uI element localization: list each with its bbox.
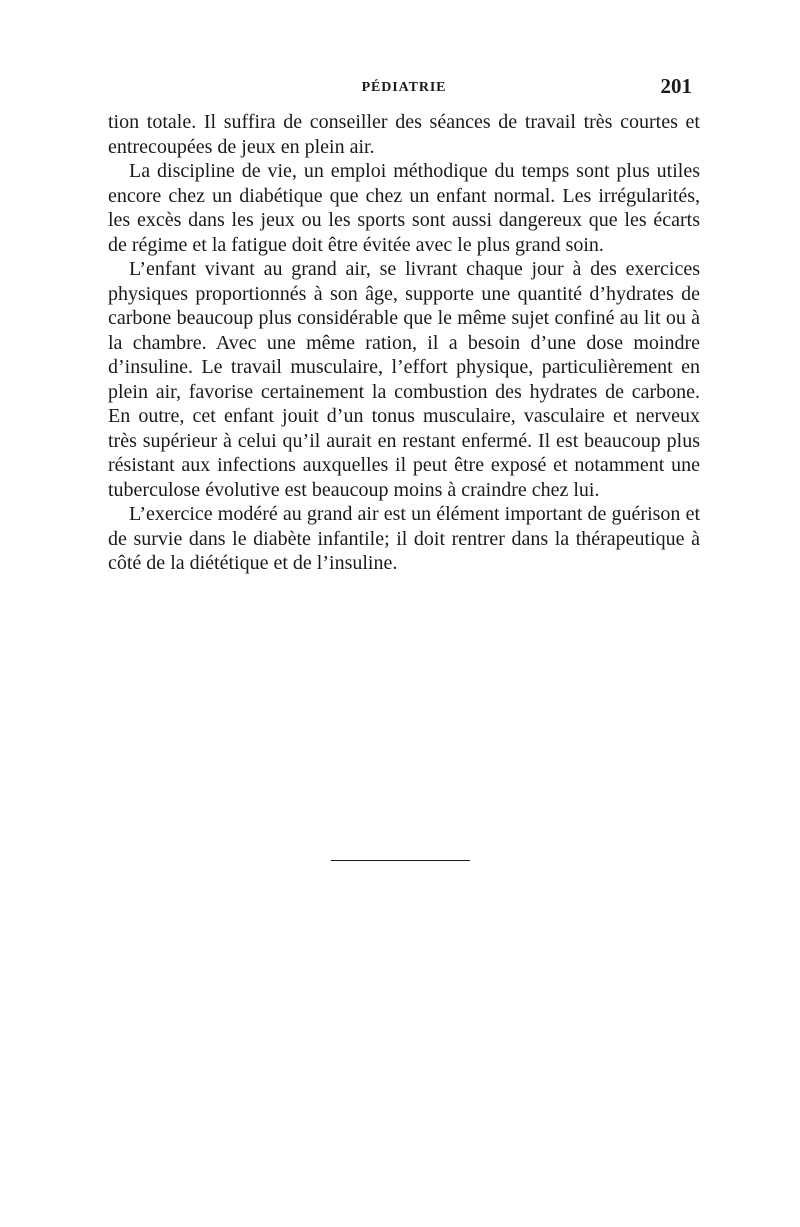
paragraph-continued: tion totale. Il suffira de conseiller des séances de travail très courtes et entrecoupées de jeux en plein air. — [108, 111, 700, 158]
book-page — [108, 72, 700, 576]
body-text — [108, 110, 700, 576]
paragraph-conclusion: L’exercice modéré au grand air est un élément important de guérison et de survie dans le diabète infantile; il doit rentrer dans la thérapeutique à côté de la diététique et de l’insuline. — [108, 503, 700, 574]
paragraph-outdoor-exercise: L’enfant vivant au grand air, se livrant chaque jour à des exercices physiques proportionnés à son âge, supporte une quantité d’hydrates de carbone beaucoup plus considérable que le même sujet confiné au lit ou à la chambre. Avec une même ration, il a besoin d’une dose moindre d’insuline. Le travail musculaire, l’effort physique, particulièrement en plein air, favorise certainement la combustion des hydrates de carbone. En outre, cet enfant jouit d’un tonus musculaire, vasculaire et nerveux très supérieur à celui qu’il aurait en restant enfermé. Il est beaucoup plus résistant aux infections auxquelles il peut être exposé et notamment une tuberculose évolutive est beaucoup moins à craindre chez lui. — [108, 258, 700, 501]
running-title: PÉDIATRIE — [361, 80, 447, 95]
page-number: 201 — [660, 74, 692, 98]
running-header — [108, 72, 700, 106]
paragraph-discipline: La discipline de vie, un emploi méthodique du temps sont plus utiles encore chez un diabétique que chez un enfant normal. Les irrégularités, les excès dans les jeux ou les sports sont aussi dangereux que les écarts de régime et la fatigue doit être évitée avec le plus grand soin. — [108, 160, 700, 256]
section-end-rule — [331, 860, 470, 861]
